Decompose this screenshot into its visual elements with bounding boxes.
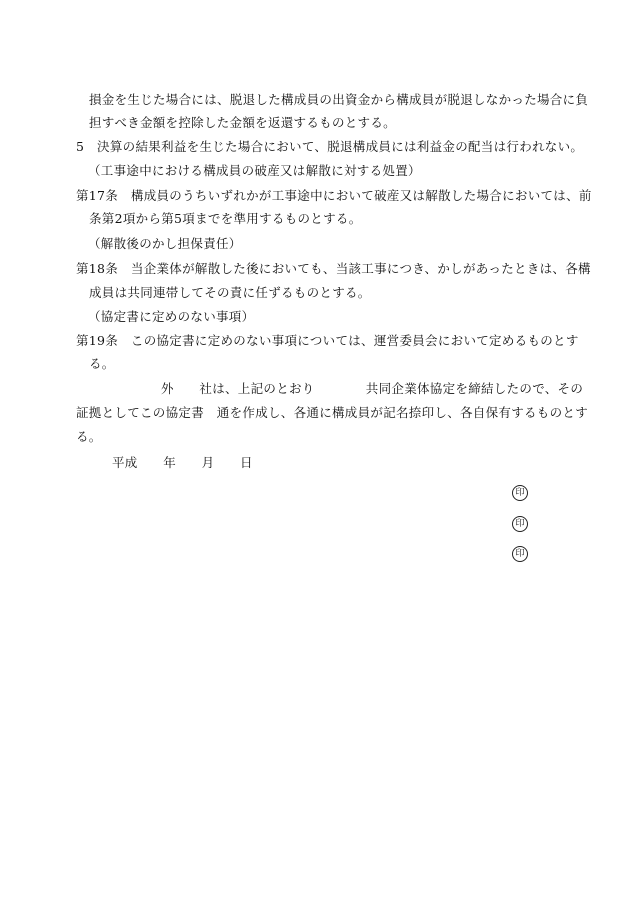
text-line-3: 5 決算の結果利益を生じた場合において、脱退構成員には利益金の配当は行われない。 [76,139,584,154]
section-heading-warranty-after-dissolution: （解散後のかし担保責任） [88,236,242,251]
article-19-line-1: 第19条 この協定書に定めのない事項については、運営委員会において定めるものとす [76,333,579,348]
article-18-line-1: 第18条 当企業体が解散した後においても、当該工事につき、かしがあったときは、各構 [76,261,591,276]
section-heading-undefined-matters: （協定書に定めのない事項） [88,309,255,324]
seal-stamp-2: 印 [512,516,528,532]
seal-stamp-3: 印 [512,546,528,562]
closing-statement-line-3: る。 [76,429,102,444]
section-heading-dissolution-during-work: （工事途中における構成員の破産又は解散に対する処置） [88,163,421,178]
seal-stamp-1: 印 [512,485,528,501]
text-line-2: 担すべき金額を控除した金額を返還するものとする。 [89,115,396,130]
article-17-line-2: 条第2項から第5項までを準用するものとする。 [89,211,362,226]
closing-statement-line-2: 証拠としてこの協定書 通を作成し、各通に構成員が記名捺印し、各自保有するものとす [76,405,589,420]
closing-statement-line-1: 外 社は、上記のとおり 共同企業体協定を締結したので、その [161,381,584,396]
text-line-1: 損金を生じた場合には、脱退した構成員の出資金から構成員が脱退しなかった場合に負 [89,92,589,107]
article-19-line-2: る。 [89,356,115,371]
article-17-line-1: 第17条 構成員のうちいずれかが工事途中において破産又は解散した場合においては、前 [76,188,592,203]
article-18-line-2: 成員は共同連帯してその責に任ずるものとする。 [89,285,371,300]
date-line: 平成 年 月 日 [112,455,253,470]
